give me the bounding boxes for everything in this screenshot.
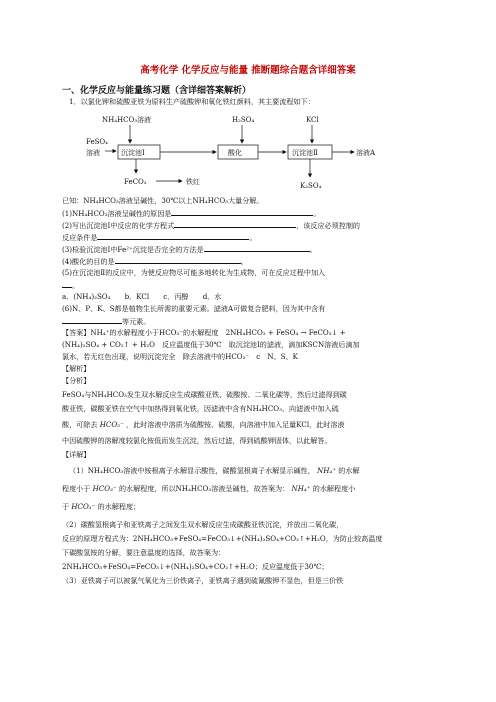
question-6-cont: 等元素。 xyxy=(62,316,150,326)
ion-nh4: NH₄⁺ xyxy=(291,484,311,493)
flow-nh4hco3-label: NH₄HCO₃溶液 xyxy=(102,116,152,124)
detail-line-6: 下碳酸氢铵的分解，要注意温度的选择，故答案为： xyxy=(62,548,226,557)
answer-line-2: (NH₄)₂SO₄ + CO₂↑ + H₂O 反应温度低于30℃ 取沉淀池Ⅰ的滤液，滴加KSCN溶液后滴加 xyxy=(62,340,360,349)
detail-line-7: 2NH₄HCO₃+FeSO₄=FeCO₃↓+(NH₄)₂SO₄+CO₂↑+H₂O；反应温度低于30℃； xyxy=(62,562,329,571)
question-2: (2)写出沉淀池Ⅰ中反应的化学方程式 ，该反应必须控制的 xyxy=(62,221,361,230)
ion-nh4: NH₄⁺ xyxy=(317,466,336,475)
process-flowchart xyxy=(86,113,406,193)
question-5: (5)在沉淀池Ⅱ的反应中，为使反应物尽可能多地转化为生成物，可在反应过程中加入 xyxy=(62,268,326,277)
detail-line-1: （1）NH₄HCO₃溶液中铵根离子水解显示酸性，碳酸氢根离子水解显示碱性， NH₄⁺ 的水解 xyxy=(69,466,360,475)
ion-hco3: HCO₃⁻ xyxy=(71,502,96,511)
answer-line-3: 氯水，若无红色出现，说明沉淀完全 除去溶液中的HCO₃⁻ c N、S、K xyxy=(62,352,298,361)
question-2-cont: 反应条件是 。 xyxy=(62,233,257,242)
question-1: (1)NH₄HCO₃溶液呈碱性的原因是 。 xyxy=(62,209,321,218)
flow-h2so4-label: H₂SO₄ xyxy=(232,116,255,124)
detail-line-2: 程度小于 HCO₃⁻ 的水解程度，所以NH₄HCO₃溶液呈碱性，故答案为： NH₄⁺ 的水解程度小 xyxy=(62,484,356,493)
flow-feso4-solution-label: 溶液 xyxy=(86,149,100,157)
flow-acidify-label: 酸化 xyxy=(228,149,242,157)
flow-feco3-label: FeCO₃ xyxy=(124,178,147,186)
known-condition: 已知：NH₄HCO₃溶液呈碱性，30℃以上NH₄HCO₃大量分解。 xyxy=(62,196,264,205)
page-title: 高考化学 化学反应与能量 推断题综合题含详细答案 xyxy=(140,65,356,76)
jiexi-heading: 【解析】 xyxy=(62,364,91,373)
ion-hco3: HCO₃⁻ xyxy=(92,484,117,493)
flow-k2so4-label: K₂SO₄ xyxy=(300,182,322,190)
analysis-line-2: 酸亚铁，碳酸亚铁在空气中加热得到氧化铁，因滤液中含有NH₄HCO₃，向滤液中加入硫 xyxy=(62,404,339,413)
flow-feso4-label: FeSO₄ xyxy=(86,138,108,146)
flow-tiehong-label: 铁红 xyxy=(186,178,200,186)
section-heading: 一、化学反应与能量练习题（含详细答案解析） xyxy=(62,86,252,96)
detail-line-5: 反应的原理方程式为：2NH₄HCO₃+FeSO₄=FeCO₃↓+(NH₄)₂SO₄+CO₂↑+H₂O，为防止较高温度 xyxy=(62,534,383,543)
fenxi-heading: 【分析】 xyxy=(62,376,91,385)
detail-line-3: 于 HCO₃⁻ 的水解程度； xyxy=(62,502,141,511)
xiangjie-heading: 【详解】 xyxy=(62,450,91,459)
question-5-options: a．(NH₄)₂SO₄ b．KCl c．丙醇 d．水 xyxy=(62,292,222,301)
question-6: (6)N、P、K、S都是植物生长所需的重要元素。滤液A可做复合肥料，因为其中含有 xyxy=(62,304,326,313)
question-4: (4)酸化的目的是 。 xyxy=(62,257,248,266)
detail-line-8: （3）亚铁离子可以被氯气氧化为三价铁离子，亚铁离子遇到硫氰酸钾不显色，但是三价铁 xyxy=(62,576,344,585)
question-5-blank: 。 xyxy=(62,280,79,290)
analysis-line-1: FeSO₄与NH₄HCO₃发生双水解反应生成碳酸亚铁、硫酸铵、二氧化碳等，然后过滤得到碳 xyxy=(62,390,347,399)
flow-pool1-label: 沉淀池Ⅰ xyxy=(121,149,145,157)
analysis-line-3: 酸，可除去 HCO₃⁻ ，此时溶液中溶质为硫酸铵、硫酸，向溶液中加入足量KCl，此时溶液 xyxy=(62,420,345,429)
flow-pool2-label: 沉淀池Ⅱ xyxy=(292,149,318,157)
flow-solution-a-label: 溶液A xyxy=(356,149,376,157)
question-intro: 1．以氯化钾和硫酸亚铁为原料生产硫酸钾和氧化铁红颜料，其主要流程如下： xyxy=(69,97,315,106)
answer-line-1: 【答案】NH₄⁺的水解程度小于HCO₃⁻的水解程度 2NH₄HCO₃ + FeSO₄ → FeCO₃↓ + xyxy=(62,328,346,337)
flow-kcl-label: KCl xyxy=(306,116,319,124)
ion-hco3: HCO₃⁻ xyxy=(99,420,124,429)
detail-line-4: （2）碳酸氢根离子和亚铁离子之间发生双水解反应生成碳酸亚铁沉淀，并放出二氧化碳， xyxy=(62,520,344,529)
question-3: (3)检验沉淀池Ⅰ中Fe²⁺沉淀是否完全的方法是 。 xyxy=(62,245,317,254)
analysis-line-4: 中因硫酸钾的溶解度较氯化铵低而发生沉淀，然后过滤，得到硫酸钾固体，以此解答。 xyxy=(62,436,332,445)
